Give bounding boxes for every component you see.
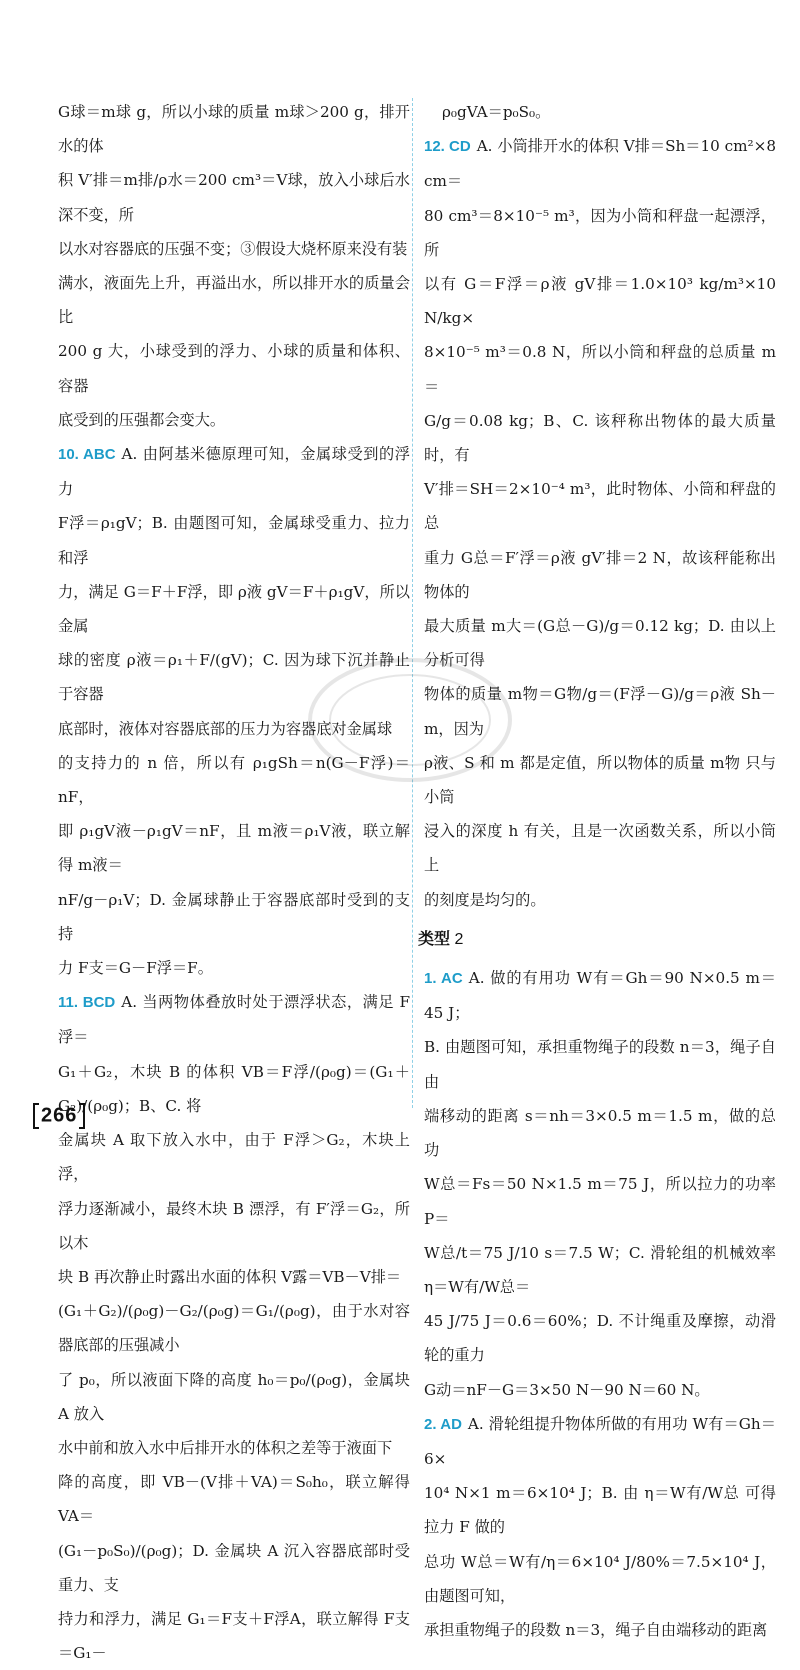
section-label: 类型 [418,930,451,948]
answer-11 [58,985,410,1670]
text-line: A. 滑轮组提升物体所做的有用功 W有＝Gh＝6× [424,1414,776,1468]
text-line: 45 J/75 J＝0.6＝60%；D. 不计绳重及摩擦，动滑轮的重力 [424,1312,776,1365]
text-line: V′排＝SH＝2×10⁻⁴ m³，此时物体、小筒和秤盘的总 [424,480,776,533]
column-divider [412,98,413,1108]
text-line: 端移动的距离 s＝nh＝3×0.5 m＝1.5 m，做的总功 [424,1106,776,1160]
text-line: A. 做的有用功 W有＝Gh＝90 N×0.5 m＝45 J； [424,969,776,1023]
text-line: F浮＝ρ₁gV；B. 由题图可知，金属球受重力、拉力和浮 [58,514,410,567]
question-number: 2. AD [424,1415,462,1433]
page-number [33,1103,85,1129]
text-line: G₁＋G₂，木块 B 的体积 VB＝F浮/(ρ₀g)＝(G₁＋G₂)/(ρ₀g)；B、C. 将 [58,1062,410,1115]
text-line: 以水对容器底的压强不变；③假设大烧杯原来没有装 [58,239,408,258]
text-line: 200 g 大，小球受到的浮力、小球的质量和体积、容器 [58,342,410,395]
text-line: 球的密度 ρ液＝ρ₁＋F/(gV)；C. 因为球下沉并静止于容器 [58,651,410,704]
text-line: 水中前和放入水中后排开水的体积之差等于液面下 [58,1438,393,1457]
text-line: 物体的质量 m物＝G物/g＝(F浮－G)/g＝ρ液 Sh－m，因为 [424,685,776,738]
text-line: 浸入的深度 h 有关，且是一次函数关系，所以小筒上 [424,822,776,875]
text-line: 了 p₀，所以液面下降的高度 h₀＝p₀/(ρ₀g)，金属块 A 放入 [58,1370,410,1423]
text-line: G/g＝0.08 kg；B、C. 该秤称出物体的最大质量时，有 [424,411,776,465]
text-line: 以有 G＝F浮＝ρ液 gV排＝1.0×10³ kg/m³×10 N/kg× [424,275,776,328]
text-line: 满水，液面先上升，再溢出水，所以排开水的质量会比 [58,274,410,327]
text-line: ρ₀gVA＝p₀S₀。 [442,103,551,121]
text-line: (G₁－p₀S₀)/(ρ₀g)；D. 金属块 A 沉入容器底部时受重力、支 [58,1541,410,1594]
text-line: 重力 G总＝F′浮＝ρ液 gV′排＝2 N，故该秤能称出物体的 [424,548,776,601]
text-line: 持力和浮力，满足 G₁＝F支＋F浮A，联立解得 F支＝G₁－ [58,1609,410,1663]
text-line: 即 ρ₁gV液－ρ₁gV＝nF，且 m液＝ρ₁V液，联立解得 m液＝ [58,822,410,875]
text-line: 最大质量 m大＝(G总－G)/g＝0.12 kg；D. 由以上分析可得 [424,617,776,670]
page-number-text: 266 [41,1104,78,1127]
answer-12 [424,129,776,917]
text-line: 力，满足 G＝F＋F浮，即 ρ液 gV＝F＋ρ₁gV，所以金属 [58,582,410,636]
text-line: ρ液、S 和 m 都是定值，所以物体的质量 m物 只与小筒 [424,753,776,807]
text-line: W总＝Fs＝50 N×1.5 m＝75 J，所以拉力的功率 P＝ [424,1175,776,1228]
text-line: 的支持力的 n 倍，所以有 ρ₁gSh＝n(G－F浮)＝nF， [58,753,410,807]
section-number: 2 [454,930,464,948]
text-line: 块 B 再次静止时露出水面的体积 V露＝VB－V排＝ [58,1267,402,1286]
text-line: (G₁＋G₂)/(ρ₀g)－G₂/(ρ₀g)＝G₁/(ρ₀g)，由于水对容器底部的压强减小 [58,1302,410,1355]
text-line: G球＝m球 g，所以小球的质量 m球＞200 g，排开水的体 [58,103,410,156]
text-line: A. 当两物体叠放时处于漂浮状态，满足 F浮＝ [58,993,410,1047]
text-line: 8×10⁻⁵ m³＝0.8 N，所以小筒和秤盘的总质量 m＝ [424,343,776,396]
text-line: 降的高度，即 VB－(V排＋VA)＝S₀h₀，联立解得 VA＝ [58,1473,410,1526]
question-number: 12. CD [424,138,471,156]
text-line: nF/g－ρ₁V；D. 金属球静止于容器底部时受到的支持 [58,890,410,943]
right-column [418,95,776,1647]
question-number: 10. ABC [58,446,116,464]
text-line: 积 V′排＝m排/ρ水＝200 cm³＝V球，放入小球后水深不变，所 [58,171,410,224]
text-line: 金属块 A 取下放入水中，由于 F浮＞G₂，木块上浮， [58,1131,410,1184]
text-line: 力 F支＝G－F浮＝F。 [58,959,213,978]
text-line: G动＝nF－G＝3×50 N－90 N＝60 N。 [424,1380,710,1399]
left-column [58,95,410,1670]
answer-10 [58,437,410,985]
text-line: W总/t＝75 J/10 s＝7.5 W；C. 滑轮组的机械效率 η＝W有/W总＝ [424,1243,776,1296]
text-line: B. 由题图可知，承担重物绳子的段数 n＝3，绳子自由 [424,1038,776,1091]
continued-answer [58,95,410,437]
answer-2 [424,1407,776,1647]
text-line: 80 cm³＝8×10⁻⁵ m³，因为小筒和秤盘一起漂浮，所 [424,206,776,259]
text-line: 底部时，液体对容器底部的压力为容器底对金属球 [58,719,393,738]
question-number: 11. BCD [58,994,116,1012]
answer-1 [424,961,776,1407]
text-line: A. 由阿基米德原理可知，金属球受到的浮力 [58,445,410,499]
text-line: 10⁴ N×1 m＝6×10⁴ J；B. 由 η＝W有/W总 可得拉力 F 做的 [424,1484,776,1537]
question-number: 1. AC [424,970,463,988]
text-line: 总功 W总＝W有/η＝6×10⁴ J/80%＝7.5×10⁴ J，由题图可知， [424,1552,776,1605]
text-line: 浮力逐渐减小，最终木块 B 漂浮，有 F′浮＝G₂，所以木 [58,1199,410,1252]
text-line: 底受到的压强都会变大。 [58,410,226,429]
section-heading [418,923,776,957]
text-line: 承担重物绳子的段数 n＝3，绳子自由端移动的距离 [424,1620,768,1639]
text-line: A. 小筒排开水的体积 V排＝Sh＝10 cm²×8 cm＝ [424,137,776,191]
text-line: 的刻度是均匀的。 [424,890,546,909]
